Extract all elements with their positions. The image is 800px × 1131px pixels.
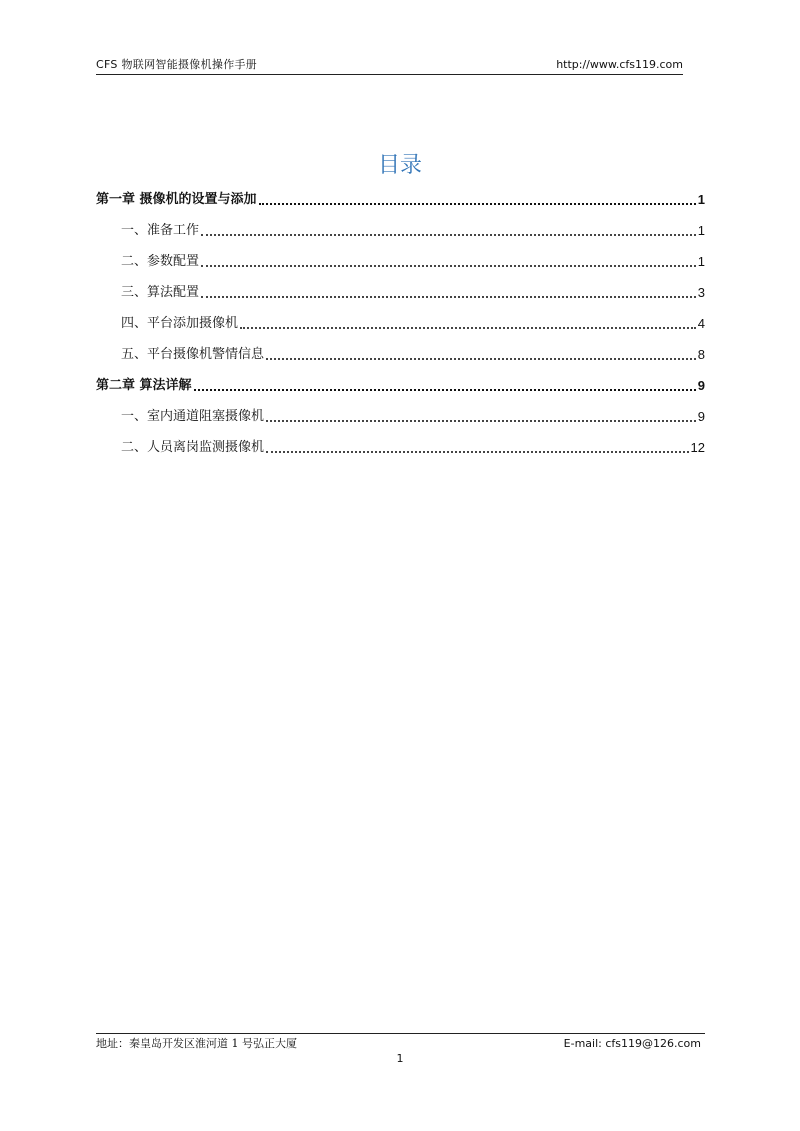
footer-email: E-mail: cfs119@126.com (563, 1037, 701, 1050)
toc-dot-leader (266, 420, 696, 422)
toc-dot-leader (194, 389, 696, 391)
toc-dot-leader (240, 327, 696, 329)
toc-title: 目录 (377, 153, 422, 178)
page-header (96, 56, 683, 75)
toc-dot-leader (201, 265, 696, 267)
footer-address: 地址：秦皇岛开发区淮河道 1 号弘正大厦 (96, 1037, 297, 1050)
toc-entry-label: 第一章 摄像机的设置与添加 (96, 192, 257, 207)
toc-entry-chapter-2[interactable] (96, 376, 705, 396)
toc-entry-page: 8 (697, 347, 705, 362)
toc-entry-label: 三、算法配置 (121, 285, 200, 300)
toc-entry-label: 一、室内通道阻塞摄像机 (121, 409, 265, 424)
toc-entry-page: 1 (697, 254, 705, 269)
header-website-url: http://www.cfs119.com (556, 58, 683, 71)
toc-entry-label: 一、准备工作 (121, 223, 200, 238)
header-manual-title: CFS 物联网智能摄像机操作手册 (96, 58, 258, 71)
toc-entry-page: 1 (697, 192, 705, 207)
toc-entry-label: 四、平台添加摄像机 (121, 316, 239, 331)
page-footer (96, 1033, 705, 1050)
toc-entry-page: 1 (697, 223, 705, 238)
toc-entry-preparation[interactable] (121, 221, 705, 241)
toc-entry-chapter-1[interactable] (96, 190, 705, 210)
toc-entry-parameter-config[interactable] (121, 252, 705, 272)
toc-entry-label: 五、平台摄像机警情信息 (121, 347, 265, 362)
toc-entry-indoor-passage-blocking[interactable] (121, 407, 705, 427)
toc-entry-page: 12 (690, 440, 705, 455)
toc-entry-label: 二、参数配置 (121, 254, 200, 269)
toc-entry-page: 4 (697, 316, 705, 331)
toc-dot-leader (201, 234, 696, 236)
toc-dot-leader (201, 296, 696, 298)
toc-entry-staff-absence-monitoring[interactable] (121, 438, 705, 458)
toc-entry-algorithm-config[interactable] (121, 283, 705, 303)
toc-entry-page: 9 (697, 378, 705, 393)
toc-dot-leader (266, 451, 689, 453)
toc-entry-platform-alarm-info[interactable] (121, 345, 705, 365)
toc-entry-page: 9 (697, 409, 705, 424)
toc-entry-label: 第二章 算法详解 (96, 378, 192, 393)
page-number: 1 (396, 1052, 404, 1065)
toc-entry-label: 二、人员离岗监测摄像机 (121, 440, 265, 455)
toc-dot-leader (259, 203, 696, 205)
toc-entry-page: 3 (697, 285, 705, 300)
toc-dot-leader (266, 358, 696, 360)
toc-entry-platform-add-camera[interactable] (121, 314, 705, 334)
